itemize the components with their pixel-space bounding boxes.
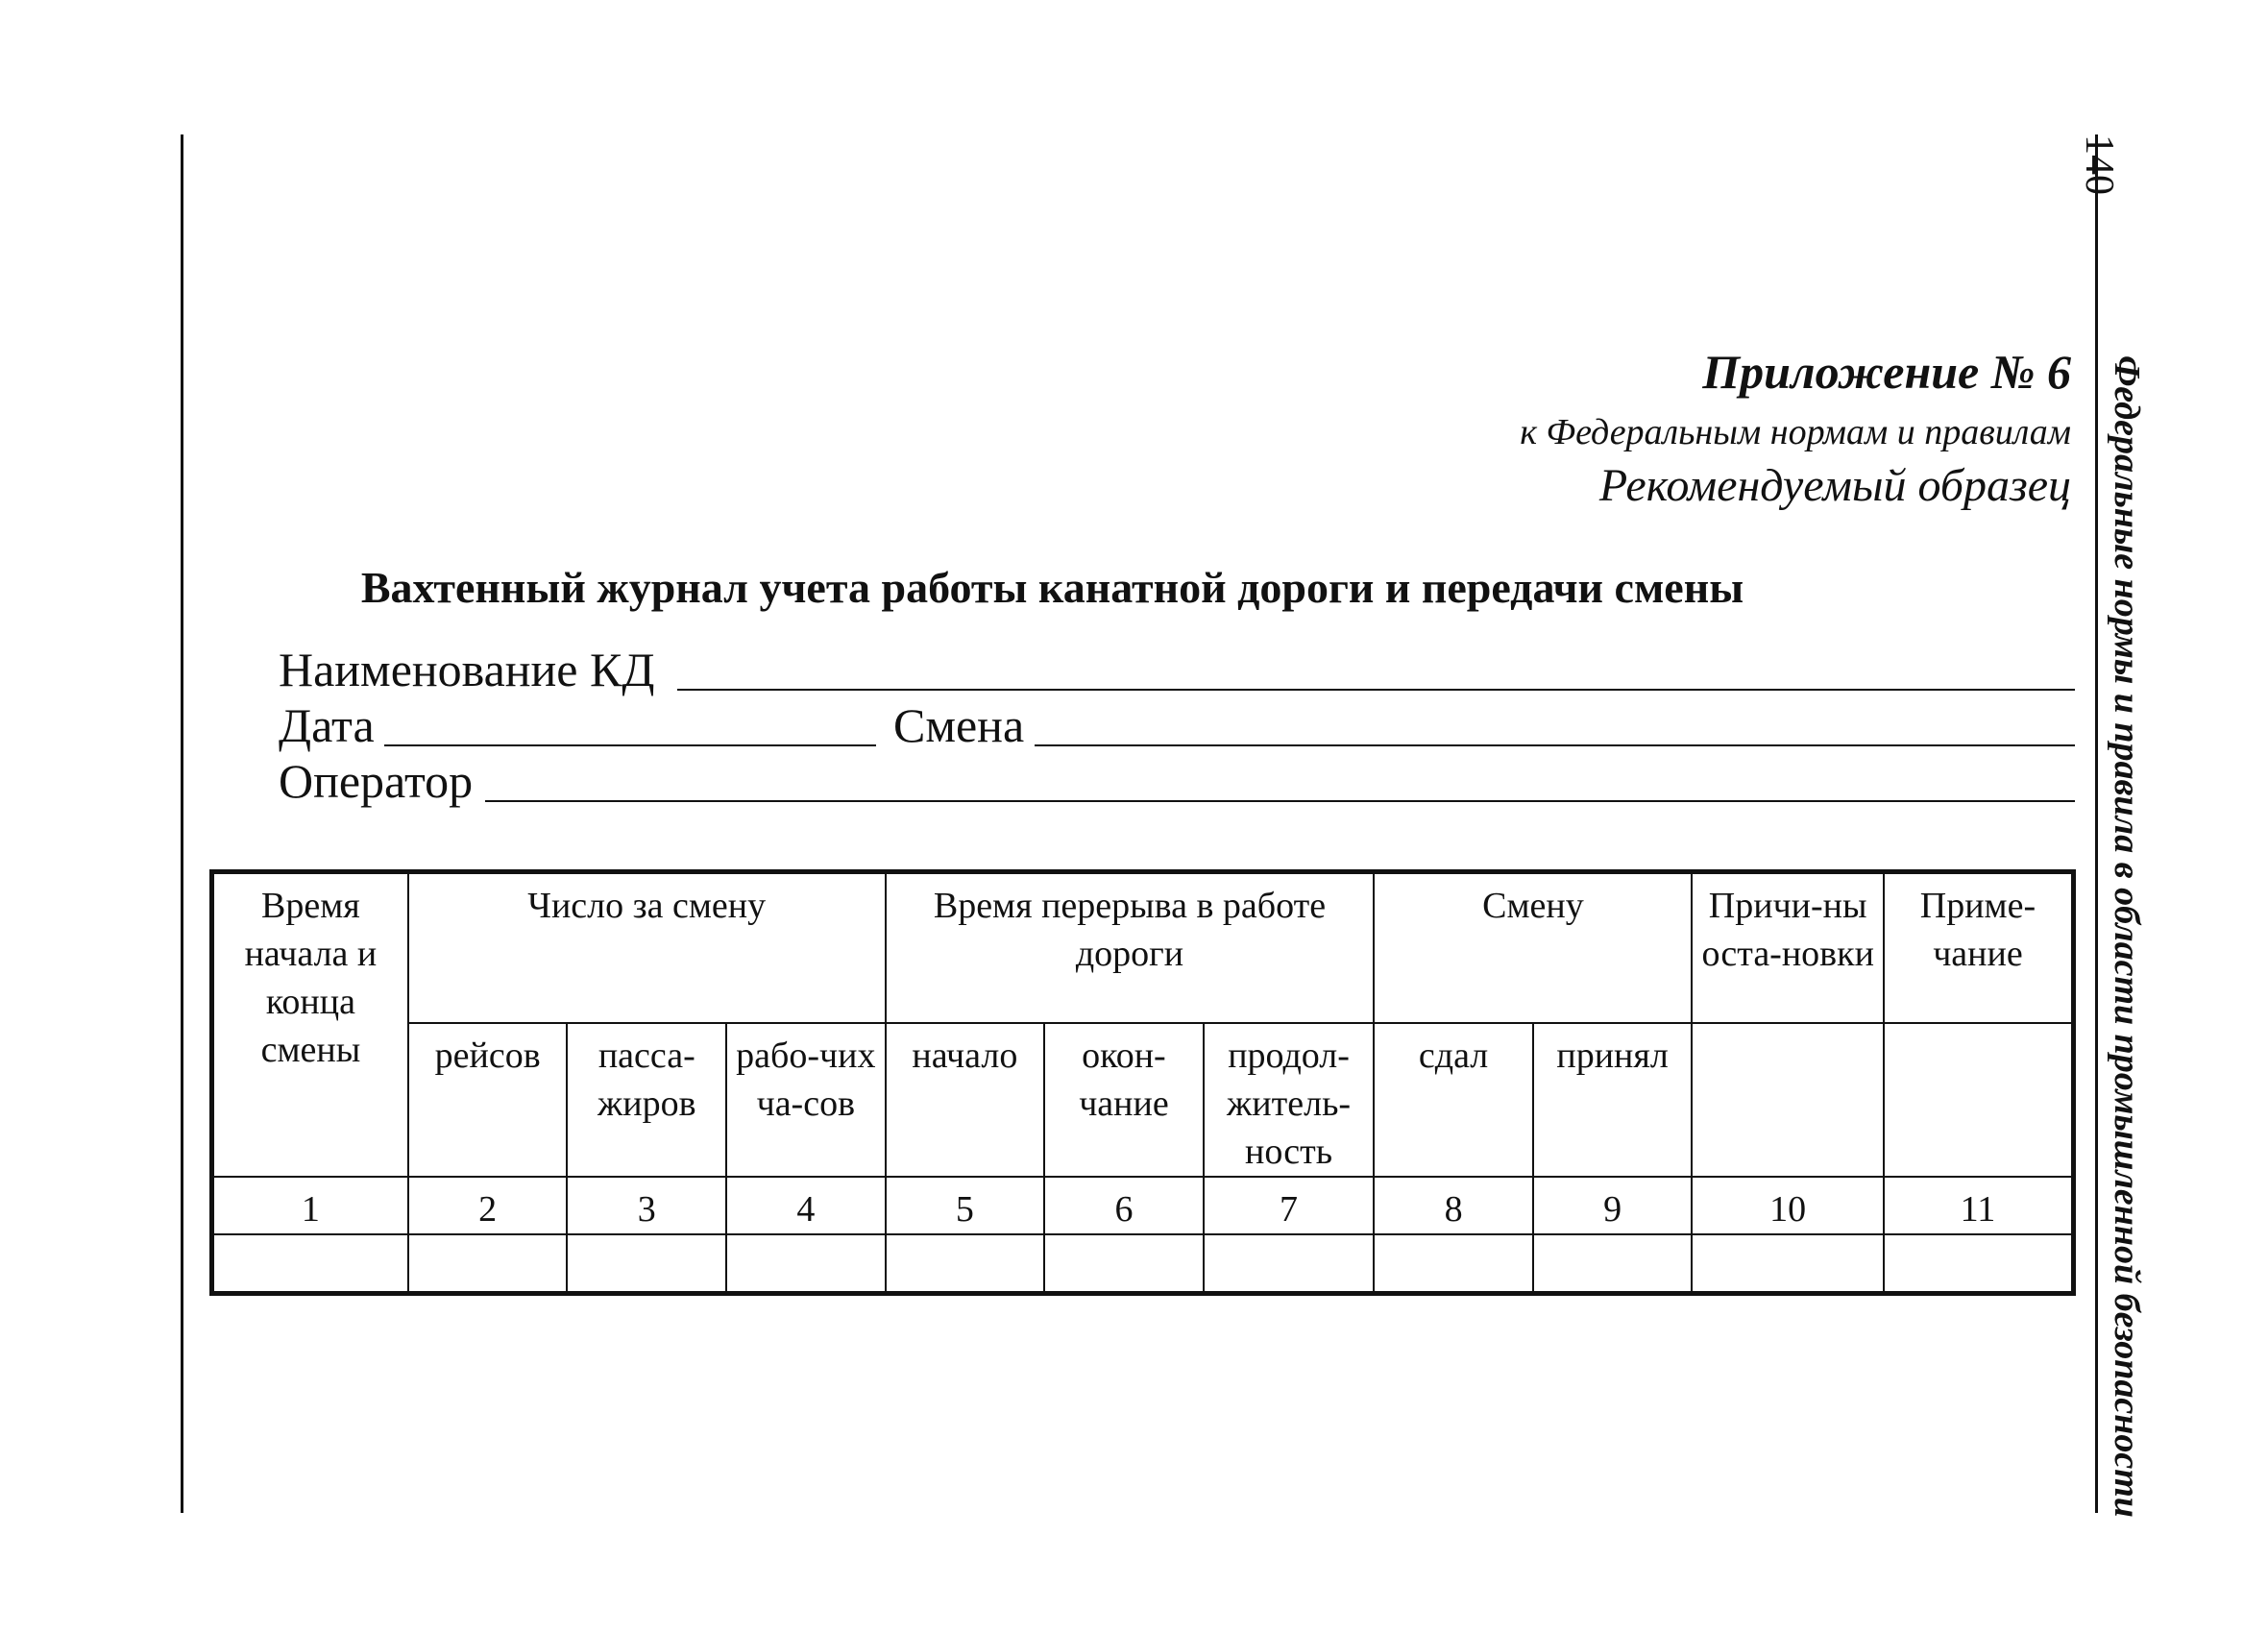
name-field-label: Наименование КД (279, 643, 655, 696)
left-margin-rule (181, 134, 183, 1513)
subheader-stop-reasons-empty (1692, 1023, 1883, 1177)
subheader-work-hours: рабо-чих ча-сов (726, 1023, 885, 1177)
header-count-per-shift: Число за смену (408, 872, 886, 1023)
date-field-line[interactable] (384, 744, 876, 746)
subheader-break-end: окон-чание (1044, 1023, 1204, 1177)
table-header-row-2 (212, 1023, 2074, 1177)
table-header-row-1 (212, 872, 2074, 1023)
table-cell[interactable] (408, 1234, 568, 1294)
subheader-passengers: пасса-жиров (567, 1023, 726, 1177)
table-cell[interactable] (1692, 1234, 1883, 1294)
subheader-trips: рейсов (408, 1023, 568, 1177)
appendix-subtitle: к Федеральным нормам и правилам (1520, 412, 2071, 452)
column-number: 1 (212, 1177, 408, 1234)
table-cell[interactable] (1204, 1234, 1375, 1294)
subheader-accepted: принял (1533, 1023, 1693, 1177)
table-row (212, 1234, 2074, 1294)
operator-field-line[interactable] (485, 800, 2075, 802)
column-number: 4 (726, 1177, 885, 1234)
table-cell[interactable] (212, 1234, 408, 1294)
journal-table (209, 869, 2076, 1296)
column-number: 10 (1692, 1177, 1883, 1234)
table-cell[interactable] (567, 1234, 726, 1294)
right-margin-rule (2095, 134, 2098, 1513)
date-field-label: Дата (279, 698, 375, 752)
table-cell[interactable] (886, 1234, 1045, 1294)
name-field-line[interactable] (677, 689, 2075, 691)
running-header: Федеральные нормы и правила в области промышленной безопасности (2107, 355, 2147, 1518)
column-number: 2 (408, 1177, 568, 1234)
appendix-note: Рекомендуемый образец (1598, 460, 2071, 511)
subheader-remark-empty (1884, 1023, 2074, 1177)
table-cell[interactable] (1374, 1234, 1532, 1294)
header-start-end-time: Время начала и конца смены (212, 872, 408, 1177)
column-number-row (212, 1177, 2074, 1234)
table-cell[interactable] (1884, 1234, 2074, 1294)
header-stop-reasons: Причи-ны оста-новки (1692, 872, 1883, 1023)
table-cell[interactable] (1533, 1234, 1693, 1294)
column-number: 6 (1044, 1177, 1204, 1234)
document-title: Вахтенный журнал учета работы канатной дороги и передачи смены (360, 563, 1744, 612)
header-shift-handover: Смену (1374, 872, 1692, 1023)
header-remark: Приме-чание (1884, 872, 2074, 1023)
subheader-break-duration: продол-житель-ность (1204, 1023, 1375, 1177)
subheader-handed-over: сдал (1374, 1023, 1532, 1177)
column-number: 5 (886, 1177, 1045, 1234)
appendix-title: Приложение № 6 (1702, 345, 2071, 399)
shift-field-line[interactable] (1035, 744, 2075, 746)
table-cell[interactable] (726, 1234, 885, 1294)
shift-field-label: Смена (893, 698, 1025, 752)
subheader-break-start: начало (886, 1023, 1045, 1177)
operator-field-label: Оператор (279, 754, 474, 808)
column-number: 9 (1533, 1177, 1693, 1234)
table-cell[interactable] (1044, 1234, 1204, 1294)
page-number: 140 (2077, 134, 2121, 195)
column-number: 8 (1374, 1177, 1532, 1234)
column-number: 11 (1884, 1177, 2074, 1234)
column-number: 7 (1204, 1177, 1375, 1234)
column-number: 3 (567, 1177, 726, 1234)
header-break-time: Время перерыва в работе дороги (886, 872, 1375, 1023)
